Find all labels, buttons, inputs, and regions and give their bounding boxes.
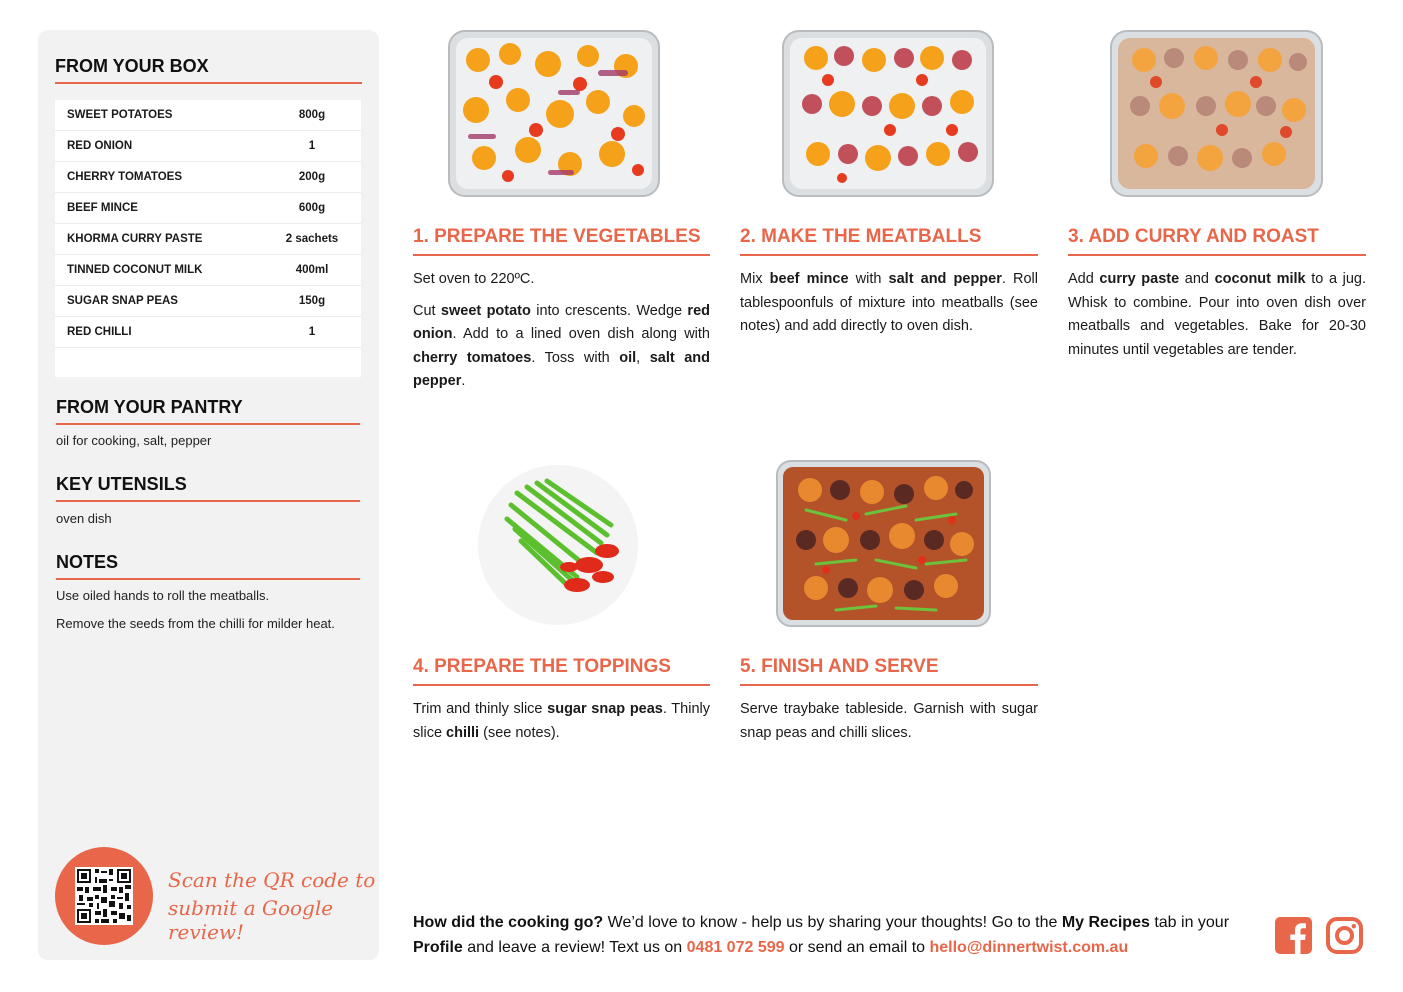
ingredient-row [55, 224, 361, 255]
note-item: Remove the seeds from the chilli for milder heat. [56, 616, 335, 631]
step-text: and [1179, 271, 1215, 287]
step-paragraph [413, 300, 710, 394]
step-text: Serve traybake tableside. Garnish with sugar snap peas and chilli slices. [740, 701, 1038, 741]
step2-photo [782, 30, 994, 202]
step-paragraph [1068, 268, 1366, 362]
contact-link[interactable]: hello@dinnertwist.com.au [929, 939, 1129, 956]
ingredient-qty: 400ml [295, 264, 329, 276]
step3-rule [1068, 254, 1366, 256]
review-request-text [413, 910, 1258, 960]
ingredient-row [55, 255, 361, 286]
facebook-icon[interactable] [1275, 917, 1312, 959]
step3-body [1068, 268, 1366, 370]
ingredient-name: BEEF MINCE [67, 202, 138, 214]
ingredient-name: SWEET POTATOES [67, 109, 173, 121]
ingredient-qty: 600g [298, 202, 326, 214]
step5-rule [740, 684, 1038, 686]
qr-badge[interactable] [55, 847, 153, 945]
step2-title: 2. MAKE THE MEATBALLS [740, 226, 982, 247]
ingredient-row [55, 286, 361, 317]
step1-body [413, 268, 710, 402]
step-text: . [461, 373, 466, 389]
step-text: Add [1068, 271, 1100, 287]
step-text: . Add to a lined oven dish along with [452, 326, 710, 342]
ingredient-qty: 1 [308, 326, 316, 338]
note-item: Use oiled hands to roll the meatballs. [56, 588, 270, 603]
table-spacer [55, 348, 361, 377]
ingredient-qty: 1 [308, 140, 316, 152]
step-text: Mix [740, 271, 770, 287]
ingredient-name: SUGAR SNAP PEAS [67, 295, 178, 307]
contact-link[interactable]: 0481 072 599 [686, 939, 785, 956]
step1-rule [413, 254, 710, 256]
step-text: Trim and thinly slice [413, 701, 548, 717]
box-ingredient-table [55, 100, 361, 377]
step4-photo [477, 463, 639, 631]
step3-title: 3. ADD CURRY AND ROAST [1068, 226, 1319, 247]
ingredient-row [55, 317, 361, 348]
step5-photo [776, 460, 991, 632]
ingredient-emphasis: curry paste [1099, 271, 1180, 287]
pantry-heading: FROM YOUR PANTRY [56, 397, 243, 417]
ingredient-qty: 200g [298, 171, 326, 183]
ingredient-name: CHERRY TOMATOES [67, 171, 183, 183]
ingredient-qty: 2 sachets [285, 233, 339, 245]
step-text: with [848, 271, 889, 287]
ingredient-emphasis: salt and pepper [888, 271, 1002, 287]
step-text: , [636, 349, 650, 366]
instagram-icon[interactable] [1326, 917, 1363, 959]
step4-body [413, 698, 710, 753]
ingredient-emphasis: sweet potato [440, 302, 531, 319]
ingredient-name: KHORMA CURRY PASTE [67, 233, 203, 245]
qr-caption-line2: submit a Google review! [168, 896, 334, 944]
ingredient-emphasis: oil [619, 349, 637, 366]
step2-body [740, 268, 1038, 347]
step-text: Set oven to 220ºC. [413, 271, 535, 287]
pantry-text: oil for cooking, salt, pepper [56, 433, 212, 448]
ingredient-name: RED CHILLI [67, 326, 132, 338]
step5-body [740, 698, 1038, 753]
step-text: (see notes). [479, 724, 560, 741]
ingredient-name: TINNED COCONUT MILK [67, 264, 203, 276]
qr-caption-line1: Scan the QR code to [168, 868, 376, 892]
footer-emphasis: My Recipes [1061, 914, 1150, 931]
footer-text: or send an email to [784, 939, 930, 956]
utensils-text: oven dish [56, 511, 112, 526]
notes-heading-rule [56, 578, 360, 580]
step-text: . Thinly slice [413, 701, 710, 741]
step3-photo [1110, 30, 1323, 202]
step-text: to a jug. Whisk to combine. Pour into oven dish over meatballs and vegetables. Bake for 20-30 minutes until vegetables are tender. [1068, 271, 1366, 358]
box-heading-rule [55, 82, 362, 84]
step1-photo [448, 30, 660, 202]
pantry-heading-rule [56, 423, 360, 425]
notes-heading: NOTES [56, 552, 119, 572]
step1-title: 1. PREPARE THE VEGETABLES [413, 226, 701, 247]
ingredients-sidebar [38, 30, 379, 960]
step-paragraph [740, 268, 1038, 339]
footer-emphasis: How did the cooking go? [413, 914, 604, 931]
ingredient-row [55, 193, 361, 224]
ingredient-row [55, 100, 361, 131]
step-paragraph [413, 268, 710, 292]
qr-code-icon[interactable] [75, 867, 133, 925]
ingredient-qty: 800g [298, 109, 326, 121]
ingredient-row [55, 162, 361, 193]
ingredient-emphasis: chilli [446, 724, 480, 741]
utensils-heading-rule [56, 500, 360, 502]
step5-title: 5. FINISH AND SERVE [740, 656, 939, 677]
ingredient-qty: 150g [298, 295, 326, 307]
step2-rule [740, 254, 1038, 256]
step-text: into crescents. Wedge [530, 302, 688, 319]
footer-emphasis: Profile [413, 939, 463, 956]
ingredient-emphasis: salt and pepper [413, 349, 710, 389]
footer-text: tab in your [1149, 914, 1230, 931]
box-heading: FROM YOUR BOX [55, 56, 209, 76]
step-text: . Roll tablespoonfuls of mixture into meatballs (see notes) and add directly to oven dish. [740, 271, 1038, 334]
step-text: . Toss with [531, 349, 620, 366]
ingredient-emphasis: coconut milk [1214, 271, 1306, 287]
footer-text: and leave a review! Text us on [462, 939, 687, 956]
step-paragraph [413, 698, 710, 745]
step4-rule [413, 684, 710, 686]
step-paragraph [740, 698, 1038, 745]
ingredient-row [55, 131, 361, 162]
ingredient-name: RED ONION [67, 140, 133, 152]
step-text: Cut [413, 302, 441, 319]
ingredient-emphasis: beef mince [769, 271, 849, 287]
footer-text: We’d love to know - help us by sharing your thoughts! Go to the [603, 914, 1062, 931]
utensils-heading: KEY UTENSILS [56, 474, 187, 494]
ingredient-emphasis: cherry tomatoes [413, 349, 532, 366]
ingredient-emphasis: sugar snap peas [547, 701, 663, 717]
ingredient-emphasis: red onion [413, 302, 710, 342]
step4-title: 4. PREPARE THE TOPPINGS [413, 656, 671, 677]
